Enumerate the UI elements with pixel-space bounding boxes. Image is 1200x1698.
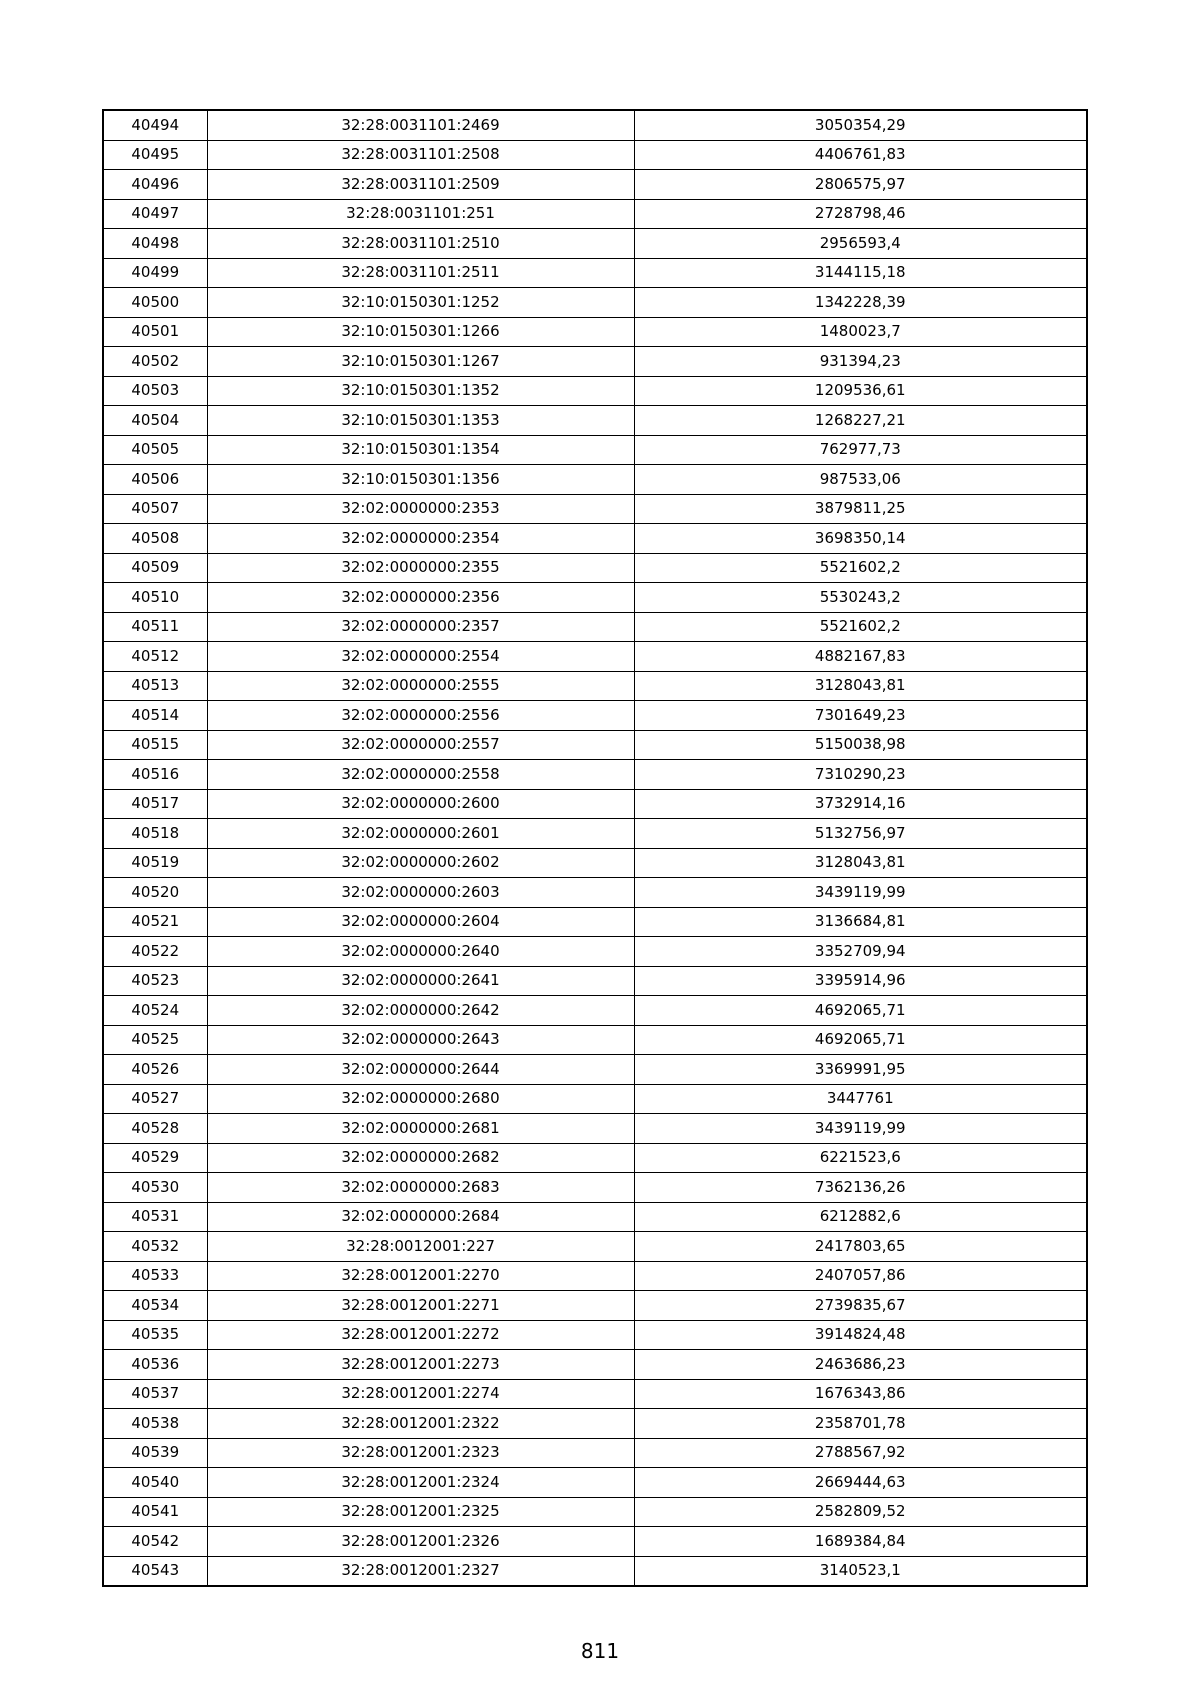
- cadastral-value-cell: 1342228,39: [634, 288, 1087, 318]
- table-row: [103, 465, 1087, 495]
- cadastral-value-cell: 3698350,14: [634, 524, 1087, 554]
- cadastral-value-cell: 7310290,23: [634, 760, 1087, 790]
- table-row: [103, 1497, 1087, 1527]
- table-row: [103, 1173, 1087, 1203]
- cadastral-number-cell: 32:28:0012001:2271: [207, 1291, 634, 1321]
- row-number-cell: 40528: [103, 1114, 207, 1144]
- table-row: [103, 229, 1087, 259]
- cadastral-number-cell: 32:02:0000000:2554: [207, 642, 634, 672]
- row-number-cell: 40532: [103, 1232, 207, 1262]
- row-number-cell: 40529: [103, 1143, 207, 1173]
- cadastral-number-cell: 32:02:0000000:2603: [207, 878, 634, 908]
- table-row: [103, 1320, 1087, 1350]
- row-number-cell: 40525: [103, 1025, 207, 1055]
- row-number-cell: 40509: [103, 553, 207, 583]
- row-number-cell: 40520: [103, 878, 207, 908]
- cadastral-number-cell: 32:02:0000000:2600: [207, 789, 634, 819]
- cadastral-value-cell: 7301649,23: [634, 701, 1087, 731]
- cadastral-number-cell: 32:28:0012001:2325: [207, 1497, 634, 1527]
- table-row: [103, 730, 1087, 760]
- row-number-cell: 40495: [103, 140, 207, 170]
- cadastral-number-cell: 32:28:0012001:2270: [207, 1261, 634, 1291]
- cadastral-number-cell: 32:02:0000000:2642: [207, 996, 634, 1026]
- cadastral-value-cell: 931394,23: [634, 347, 1087, 377]
- table-row: [103, 1143, 1087, 1173]
- table-row: [103, 1055, 1087, 1085]
- table-row: [103, 170, 1087, 200]
- table-row: [103, 789, 1087, 819]
- row-number-cell: 40494: [103, 110, 207, 140]
- cadastral-number-cell: 32:02:0000000:2644: [207, 1055, 634, 1085]
- cadastral-value-cell: 5521602,2: [634, 553, 1087, 583]
- cadastral-number-cell: 32:02:0000000:2681: [207, 1114, 634, 1144]
- table-row: [103, 966, 1087, 996]
- table-row: [103, 907, 1087, 937]
- cadastral-number-cell: 32:10:0150301:1267: [207, 347, 634, 377]
- cadastral-value-cell: 2956593,4: [634, 229, 1087, 259]
- table-row: [103, 1527, 1087, 1557]
- table-row: [103, 671, 1087, 701]
- row-number-cell: 40507: [103, 494, 207, 524]
- table-row: [103, 199, 1087, 229]
- row-number-cell: 40504: [103, 406, 207, 436]
- table-row: [103, 288, 1087, 318]
- cadastral-number-cell: 32:28:0012001:2327: [207, 1556, 634, 1586]
- row-number-cell: 40517: [103, 789, 207, 819]
- cadastral-number-cell: 32:28:0012001:2272: [207, 1320, 634, 1350]
- cadastral-value-table: [102, 109, 1088, 1587]
- table-row: [103, 1114, 1087, 1144]
- table-row: [103, 848, 1087, 878]
- cadastral-number-cell: 32:02:0000000:2641: [207, 966, 634, 996]
- cadastral-value-cell: 3914824,48: [634, 1320, 1087, 1350]
- row-number-cell: 40498: [103, 229, 207, 259]
- row-number-cell: 40543: [103, 1556, 207, 1586]
- table-row: [103, 819, 1087, 849]
- cadastral-number-cell: 32:28:0031101:2511: [207, 258, 634, 288]
- row-number-cell: 40516: [103, 760, 207, 790]
- cadastral-value-cell: 3395914,96: [634, 966, 1087, 996]
- row-number-cell: 40511: [103, 612, 207, 642]
- row-number-cell: 40533: [103, 1261, 207, 1291]
- table-row: [103, 996, 1087, 1026]
- row-number-cell: 40499: [103, 258, 207, 288]
- table-row: [103, 110, 1087, 140]
- table-row: [103, 1409, 1087, 1439]
- cadastral-number-cell: 32:10:0150301:1252: [207, 288, 634, 318]
- cadastral-value-cell: 2788567,92: [634, 1438, 1087, 1468]
- table-row: [103, 1291, 1087, 1321]
- cadastral-value-cell: 762977,73: [634, 435, 1087, 465]
- row-number-cell: 40541: [103, 1497, 207, 1527]
- cadastral-value-cell: 3352709,94: [634, 937, 1087, 967]
- cadastral-number-cell: 32:28:0012001:2324: [207, 1468, 634, 1498]
- cadastral-value-cell: 3136684,81: [634, 907, 1087, 937]
- cadastral-value-cell: 2728798,46: [634, 199, 1087, 229]
- cadastral-value-cell: 3128043,81: [634, 848, 1087, 878]
- page-number: 811: [580, 1639, 620, 1663]
- table-row: [103, 642, 1087, 672]
- row-number-cell: 40531: [103, 1202, 207, 1232]
- row-number-cell: 40508: [103, 524, 207, 554]
- row-number-cell: 40513: [103, 671, 207, 701]
- table-row: [103, 347, 1087, 377]
- cadastral-number-cell: 32:28:0031101:251: [207, 199, 634, 229]
- cadastral-value-cell: 2417803,65: [634, 1232, 1087, 1262]
- table-row: [103, 1468, 1087, 1498]
- row-number-cell: 40510: [103, 583, 207, 613]
- cadastral-number-cell: 32:02:0000000:2557: [207, 730, 634, 760]
- cadastral-value-cell: 1676343,86: [634, 1379, 1087, 1409]
- table-row: [103, 583, 1087, 613]
- cadastral-number-cell: 32:02:0000000:2680: [207, 1084, 634, 1114]
- cadastral-number-cell: 32:02:0000000:2558: [207, 760, 634, 790]
- cadastral-value-cell: 3140523,1: [634, 1556, 1087, 1586]
- cadastral-value-cell: 5132756,97: [634, 819, 1087, 849]
- table-body: [103, 110, 1087, 1586]
- row-number-cell: 40500: [103, 288, 207, 318]
- cadastral-number-cell: 32:02:0000000:2684: [207, 1202, 634, 1232]
- table-row: [103, 1556, 1087, 1586]
- table-row: [103, 524, 1087, 554]
- cadastral-number-cell: 32:02:0000000:2556: [207, 701, 634, 731]
- table-row: [103, 258, 1087, 288]
- cadastral-number-cell: 32:28:0031101:2510: [207, 229, 634, 259]
- cadastral-number-cell: 32:02:0000000:2602: [207, 848, 634, 878]
- cadastral-value-cell: 2358701,78: [634, 1409, 1087, 1439]
- cadastral-number-cell: 32:02:0000000:2604: [207, 907, 634, 937]
- row-number-cell: 40530: [103, 1173, 207, 1203]
- cadastral-value-cell: 1209536,61: [634, 376, 1087, 406]
- table-row: [103, 1025, 1087, 1055]
- row-number-cell: 40506: [103, 465, 207, 495]
- cadastral-number-cell: 32:28:0031101:2509: [207, 170, 634, 200]
- table-row: [103, 494, 1087, 524]
- cadastral-number-cell: 32:02:0000000:2682: [207, 1143, 634, 1173]
- cadastral-value-cell: 2806575,97: [634, 170, 1087, 200]
- cadastral-value-cell: 3439119,99: [634, 1114, 1087, 1144]
- table-row: [103, 701, 1087, 731]
- cadastral-number-cell: 32:28:0012001:2273: [207, 1350, 634, 1380]
- cadastral-number-cell: 32:02:0000000:2555: [207, 671, 634, 701]
- table-row: [103, 1232, 1087, 1262]
- row-number-cell: 40540: [103, 1468, 207, 1498]
- row-number-cell: 40519: [103, 848, 207, 878]
- row-number-cell: 40501: [103, 317, 207, 347]
- table-row: [103, 878, 1087, 908]
- cadastral-value-cell: 3732914,16: [634, 789, 1087, 819]
- row-number-cell: 40521: [103, 907, 207, 937]
- row-number-cell: 40502: [103, 347, 207, 377]
- cadastral-number-cell: 32:02:0000000:2356: [207, 583, 634, 613]
- cadastral-number-cell: 32:28:0031101:2508: [207, 140, 634, 170]
- cadastral-number-cell: 32:02:0000000:2355: [207, 553, 634, 583]
- cadastral-value-cell: 2582809,52: [634, 1497, 1087, 1527]
- row-number-cell: 40539: [103, 1438, 207, 1468]
- cadastral-number-cell: 32:10:0150301:1352: [207, 376, 634, 406]
- cadastral-number-cell: 32:28:0012001:2326: [207, 1527, 634, 1557]
- cadastral-value-cell: 3369991,95: [634, 1055, 1087, 1085]
- cadastral-number-cell: 32:02:0000000:2601: [207, 819, 634, 849]
- cadastral-number-cell: 32:10:0150301:1356: [207, 465, 634, 495]
- cadastral-number-cell: 32:28:0012001:2274: [207, 1379, 634, 1409]
- cadastral-value-cell: 7362136,26: [634, 1173, 1087, 1203]
- cadastral-value-cell: 5521602,2: [634, 612, 1087, 642]
- table-row: [103, 760, 1087, 790]
- cadastral-value-cell: 3128043,81: [634, 671, 1087, 701]
- cadastral-value-cell: 6212882,6: [634, 1202, 1087, 1232]
- cadastral-value-cell: 5530243,2: [634, 583, 1087, 613]
- row-number-cell: 40505: [103, 435, 207, 465]
- table-row: [103, 1350, 1087, 1380]
- table-row: [103, 435, 1087, 465]
- cadastral-value-cell: 4692065,71: [634, 996, 1087, 1026]
- table-row: [103, 1261, 1087, 1291]
- cadastral-number-cell: 32:02:0000000:2354: [207, 524, 634, 554]
- cadastral-value-cell: 5150038,98: [634, 730, 1087, 760]
- row-number-cell: 40515: [103, 730, 207, 760]
- table-row: [103, 1084, 1087, 1114]
- cadastral-number-cell: 32:02:0000000:2357: [207, 612, 634, 642]
- cadastral-value-cell: 3144115,18: [634, 258, 1087, 288]
- table-row: [103, 1438, 1087, 1468]
- row-number-cell: 40512: [103, 642, 207, 672]
- cadastral-number-cell: 32:10:0150301:1266: [207, 317, 634, 347]
- row-number-cell: 40503: [103, 376, 207, 406]
- table-row: [103, 317, 1087, 347]
- row-number-cell: 40536: [103, 1350, 207, 1380]
- cadastral-value-cell: 3050354,29: [634, 110, 1087, 140]
- table-row: [103, 612, 1087, 642]
- row-number-cell: 40514: [103, 701, 207, 731]
- row-number-cell: 40538: [103, 1409, 207, 1439]
- cadastral-number-cell: 32:10:0150301:1354: [207, 435, 634, 465]
- row-number-cell: 40522: [103, 937, 207, 967]
- cadastral-number-cell: 32:10:0150301:1353: [207, 406, 634, 436]
- row-number-cell: 40497: [103, 199, 207, 229]
- table-row: [103, 140, 1087, 170]
- cadastral-value-cell: 3447761: [634, 1084, 1087, 1114]
- cadastral-number-cell: 32:02:0000000:2640: [207, 937, 634, 967]
- cadastral-value-cell: 1480023,7: [634, 317, 1087, 347]
- cadastral-number-cell: 32:28:0012001:227: [207, 1232, 634, 1262]
- cadastral-value-cell: 4692065,71: [634, 1025, 1087, 1055]
- cadastral-value-cell: 1689384,84: [634, 1527, 1087, 1557]
- row-number-cell: 40527: [103, 1084, 207, 1114]
- cadastral-value-cell: 2407057,86: [634, 1261, 1087, 1291]
- cadastral-number-cell: 32:28:0031101:2469: [207, 110, 634, 140]
- table-row: [103, 553, 1087, 583]
- cadastral-value-cell: 6221523,6: [634, 1143, 1087, 1173]
- cadastral-value-cell: 2669444,63: [634, 1468, 1087, 1498]
- cadastral-value-cell: 2739835,67: [634, 1291, 1087, 1321]
- cadastral-number-cell: 32:02:0000000:2683: [207, 1173, 634, 1203]
- cadastral-value-cell: 4882167,83: [634, 642, 1087, 672]
- cadastral-value-cell: 4406761,83: [634, 140, 1087, 170]
- table-row: [103, 376, 1087, 406]
- row-number-cell: 40537: [103, 1379, 207, 1409]
- row-number-cell: 40526: [103, 1055, 207, 1085]
- cadastral-value-cell: 3439119,99: [634, 878, 1087, 908]
- cadastral-number-cell: 32:02:0000000:2643: [207, 1025, 634, 1055]
- row-number-cell: 40523: [103, 966, 207, 996]
- row-number-cell: 40542: [103, 1527, 207, 1557]
- row-number-cell: 40534: [103, 1291, 207, 1321]
- row-number-cell: 40518: [103, 819, 207, 849]
- table-row: [103, 1379, 1087, 1409]
- cadastral-value-cell: 1268227,21: [634, 406, 1087, 436]
- row-number-cell: 40535: [103, 1320, 207, 1350]
- cadastral-value-cell: 3879811,25: [634, 494, 1087, 524]
- row-number-cell: 40496: [103, 170, 207, 200]
- cadastral-number-cell: 32:28:0012001:2323: [207, 1438, 634, 1468]
- row-number-cell: 40524: [103, 996, 207, 1026]
- cadastral-number-cell: 32:28:0012001:2322: [207, 1409, 634, 1439]
- cadastral-value-cell: 2463686,23: [634, 1350, 1087, 1380]
- cadastral-value-cell: 987533,06: [634, 465, 1087, 495]
- cadastral-number-cell: 32:02:0000000:2353: [207, 494, 634, 524]
- table-row: [103, 406, 1087, 436]
- table-row: [103, 937, 1087, 967]
- table-row: [103, 1202, 1087, 1232]
